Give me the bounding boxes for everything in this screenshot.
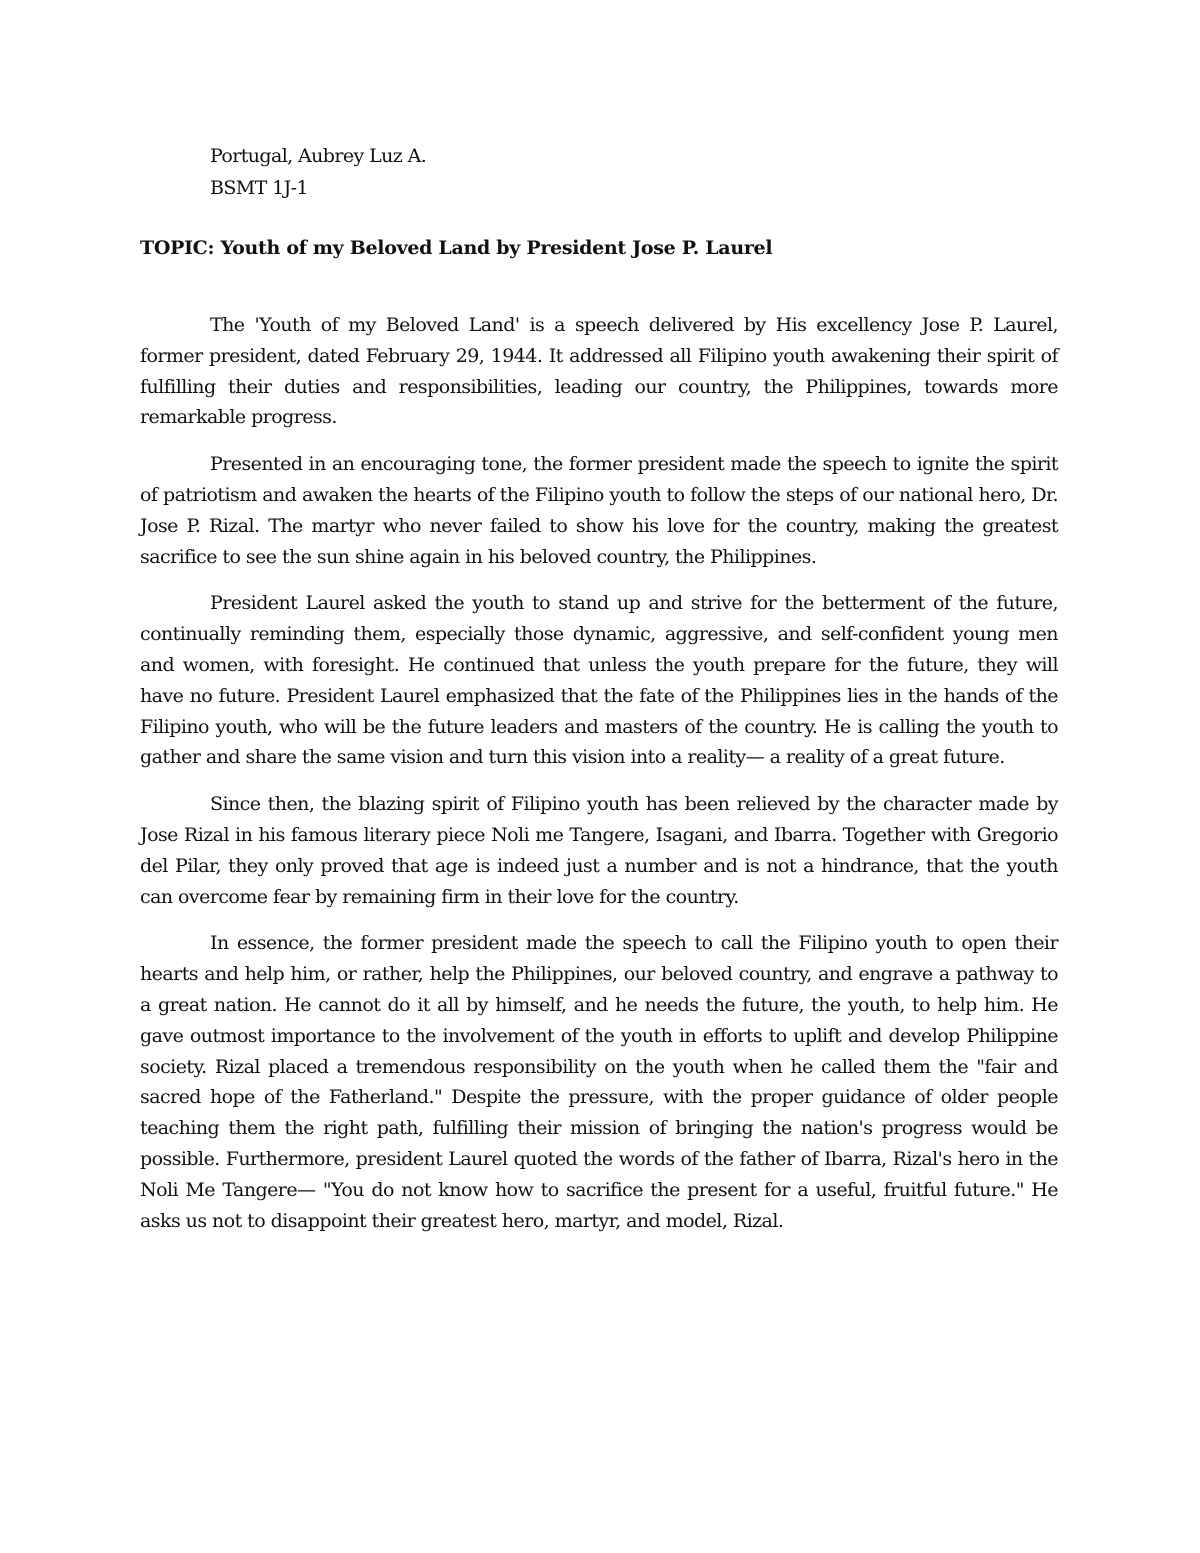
paragraph-4: Since then, the blazing spirit of Filipino youth has been relieved by the character made by Jose Rizal in his famous literary piece Noli me Tangere, Isagani, and Ibarra. Together with Gregorio del Pilar, they only proved that age is indeed just a number and is not a hindrance, that the youth can overcome fear by remaining firm in their love for the country. [140, 793, 1058, 908]
essay-body [140, 310, 1058, 1252]
topic-heading: TOPIC: Youth of my Beloved Land by President Jose P. Laurel [140, 237, 773, 259]
author-block [210, 140, 426, 204]
author-name: Portugal, Aubrey Luz A. [210, 145, 427, 167]
author-section: BSMT 1J-1 [210, 177, 308, 199]
paragraph-1: The 'Youth of my Beloved Land' is a speech delivered by His excellency Jose P. Laurel, former president, dated February 29, 1944. It addressed all Filipino youth awakening their spirit of fulfilling their duties and responsibilities, leading our country, the Philippines, towards more remarkable progress. [140, 314, 1058, 429]
paragraph-5: In essence, the former president made the speech to call the Filipino youth to open their hearts and help him, or rather, help the Philippines, our beloved country, and engrave a pathway to a great nation. He cannot do it all by himself, and he needs the future, the youth, to help him. He gave outmost importance to the involvement of the youth in efforts to uplift and develop Philippine society. Rizal placed a tremendous responsibility on the youth when he called them the "fair and sacred hope of the Fatherland." Despite the pressure, with the proper guidance of older people teaching them the right path, fulfilling their mission of bringing the nation's progress would be possible. Furthermore, president Laurel quoted the words of the father of Ibarra, Rizal's hero in the Noli Me Tangere— "You do not know how to sacrifice the present for a useful, fruitful future." He asks us not to disappoint their greatest hero, martyr, and model, Rizal. [140, 932, 1058, 1232]
paragraph-3: President Laurel asked the youth to stand up and strive for the betterment of the future, continually reminding them, especially those dynamic, aggressive, and self-confident young men and women, with foresight. He continued that unless the youth prepare for the future, they will have no future. President Laurel emphasized that the fate of the Philippines lies in the hands of the Filipino youth, who will be the future leaders and masters of the country. He is calling the youth to gather and share the same vision and turn this vision into a reality— a reality of a great future. [140, 592, 1058, 769]
paragraph-2: Presented in an encouraging tone, the former president made the speech to ignite the spirit of patriotism and awaken the hearts of the Filipino youth to follow the steps of our national hero, Dr. Jose P. Rizal. The martyr who never failed to show his love for the country, making the greatest sacrifice to see the sun shine again in his beloved country, the Philippines. [140, 453, 1058, 568]
